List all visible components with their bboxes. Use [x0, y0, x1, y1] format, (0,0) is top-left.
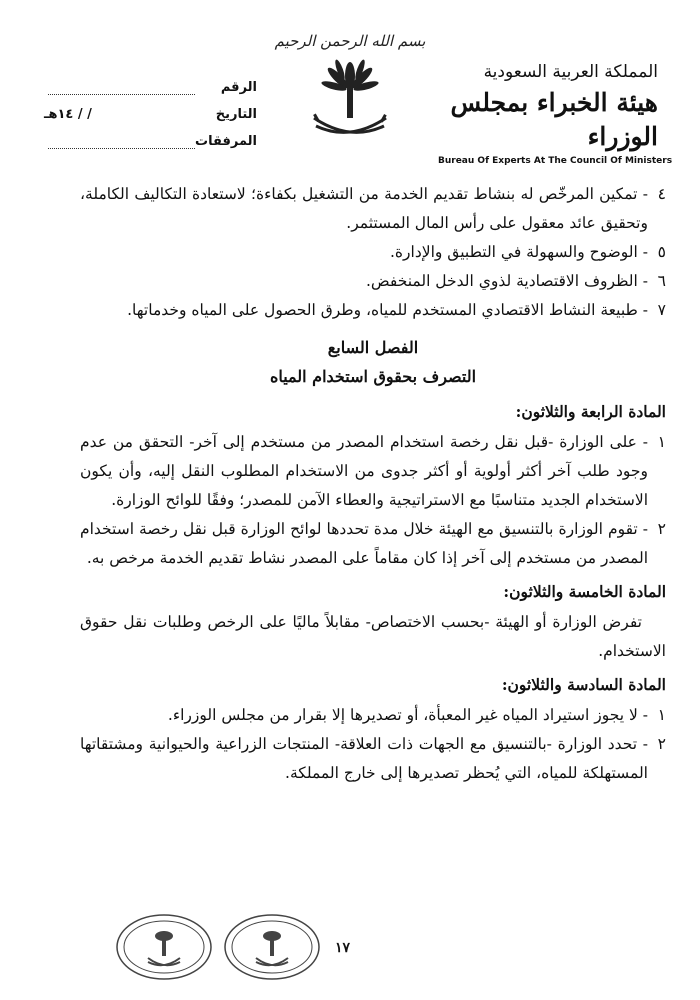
kingdom-name: المملكة العربية السعودية	[483, 62, 658, 82]
organization-letterhead	[438, 62, 673, 166]
attachments-row	[42, 122, 257, 149]
item-text: - تمكين المرخّص له بنشاط تقديم الخدمة من التشغيل بكفاءة؛ لاستعادة التكاليف الكاملة، وتحقيق عائد معقول على رأس المال المستثمر.	[80, 185, 648, 232]
article-34-title: المادة الرابعة والثلاثون:	[515, 402, 666, 421]
official-seal-icon	[222, 912, 322, 982]
page-number: ١٧	[335, 940, 351, 956]
reference-fields	[42, 68, 257, 149]
article-35-title: المادة الخامسة والثلاثون:	[503, 582, 666, 601]
item-number: ٦	[657, 272, 666, 290]
basmala: بسم الله الرحمن الرحيم	[274, 32, 426, 50]
item-number: ١	[657, 706, 666, 724]
item-number: ٢	[657, 735, 666, 753]
attachments-label: المرفقات	[195, 134, 257, 149]
item-number: ١	[657, 433, 666, 451]
item-number: ٢	[657, 520, 666, 538]
document-body	[80, 180, 666, 788]
date-row	[42, 95, 257, 122]
ref-number-label: الرقم	[220, 80, 257, 95]
article-35-text: تفرض الوزارة أو الهيئة -بحسب الاختصاص- مقابلاً ماليًا على الرخص وطلبات نقل حقوق الاستخدام.	[80, 613, 666, 660]
date-label: التاريخ	[215, 107, 257, 122]
article-36-title: المادة السادسة والثلاثون:	[501, 675, 666, 694]
chapter-title: الفصل السابع	[327, 338, 419, 357]
item-number: ٧	[657, 301, 666, 319]
list-item	[80, 730, 666, 788]
date-value: / / ١٤هـ	[44, 107, 92, 122]
list-item	[80, 180, 666, 238]
item-text: - لا يجوز استيراد المياه غير المعبأة، أو تصديرها إلا بقرار من مجلس الوزراء.	[167, 706, 648, 724]
list-item	[80, 515, 666, 573]
organization-name-arabic: هيئة الخبراء بمجلس الوزراء	[450, 88, 658, 151]
ref-number-line	[48, 80, 195, 95]
item-text: - تحدد الوزارة -بالتنسيق مع الجهات ذات العلاقة- المنتجات الزراعية والحيوانية ومشتقاتها المستهلكة للمياه، التي يُحظر تصديرها إلى خارج المملكة.	[80, 735, 648, 782]
organization-name-english: Bureau Of Experts At The Council Of Ministers	[438, 156, 673, 166]
list-item	[80, 701, 666, 730]
list-item	[80, 267, 666, 296]
chapter-subtitle: التصرف بحقوق استخدام المياه	[269, 367, 477, 386]
list-item	[80, 238, 666, 267]
item-text: - تقوم الوزارة بالتنسيق مع الهيئة خلال مدة تحددها لوائح الوزارة قبل نقل رخصة استخدام المصدر من مستخدم إلى آخر إذا كان مقاماً على المصدر نشاط تقديم الخدمة مرخص به.	[80, 520, 648, 567]
list-item	[80, 296, 666, 325]
list-item	[80, 428, 666, 515]
official-seal-icon	[114, 912, 214, 982]
item-text: - على الوزارة -قبل نقل رخصة استخدام المصدر من مستخدم إلى آخر- التحقق من عدم وجود طلب آخر أكثر أولوية أو أكثر جدوى من الاستخدام المطلوب النقل إليه، وأن يكون الاستخدام الجديد متناسبًا مع الاستراتيجية والعطاء الآمن للمصدر؛ وفقًا للوائح الوزارة.	[80, 433, 648, 509]
ref-number-row	[42, 68, 257, 95]
attachments-line	[48, 134, 195, 149]
item-number: ٤	[657, 185, 666, 203]
saudi-emblem-icon	[308, 56, 392, 142]
item-text: - طبيعة النشاط الاقتصادي المستخدم للمياه، وطرق الحصول على المياه وخدماتها.	[127, 301, 648, 319]
item-text: - الوضوح والسهولة في التطبيق والإدارة.	[389, 243, 648, 261]
item-number: ٥	[657, 243, 666, 261]
item-text: - الظروف الاقتصادية لذوي الدخل المنخفض.	[365, 272, 648, 290]
